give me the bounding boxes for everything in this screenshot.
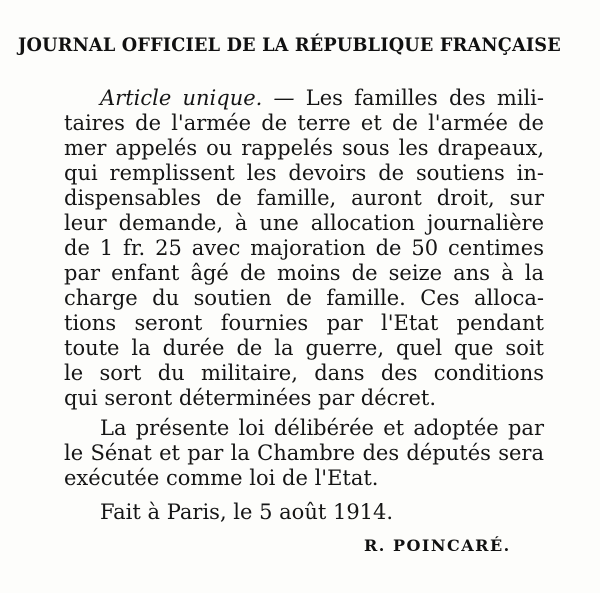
signature: R. POINCARÉ. bbox=[364, 536, 511, 555]
article-line: dispensables de famille, auront droit, sur bbox=[64, 186, 544, 210]
closing-prefix: Fait à bbox=[100, 500, 167, 524]
article-line: toute la durée de la guerre, quel que soit bbox=[64, 336, 544, 360]
closing-place: Paris bbox=[166, 500, 220, 524]
law-line: le Sénat et par la Chambre des députés sera bbox=[64, 441, 544, 465]
article-heading: Article unique. — bbox=[100, 86, 295, 110]
journal-masthead: JOURNAL OFFICIEL DE LA RÉPUBLIQUE FRANÇAISE bbox=[18, 34, 561, 56]
article-line: taires de l'armée de terre et de l'armée de bbox=[64, 111, 544, 135]
law-line: La présente loi délibérée et adoptée par bbox=[100, 416, 544, 440]
article-line: charge du soutien de famille. Ces alloca- bbox=[64, 286, 544, 310]
article-line: qui remplissent les devoirs de soutiens in- bbox=[64, 161, 544, 185]
article-line-text: Les familles des mili- bbox=[305, 86, 544, 110]
article-line bbox=[100, 86, 544, 110]
law-line: exécutée comme loi de l'Etat. bbox=[64, 466, 379, 490]
closing-date: , le 5 août 1914. bbox=[219, 500, 394, 524]
article-line: qui seront déterminées par décret. bbox=[64, 386, 437, 410]
article-line: le sort du militaire, dans des conditions bbox=[64, 361, 544, 385]
article-line: de 1 fr. 25 avec majoration de 50 centimes bbox=[64, 236, 544, 260]
closing-line bbox=[100, 500, 393, 524]
article-line: mer appelés ou rappelés sous les drapeaux, bbox=[64, 136, 544, 160]
article-line: leur demande, à une allocation journalière bbox=[64, 211, 544, 235]
article-line: tions seront fournies par l'Etat pendant bbox=[64, 311, 544, 335]
article-line: par enfant âgé de moins de seize ans à la bbox=[64, 261, 544, 285]
